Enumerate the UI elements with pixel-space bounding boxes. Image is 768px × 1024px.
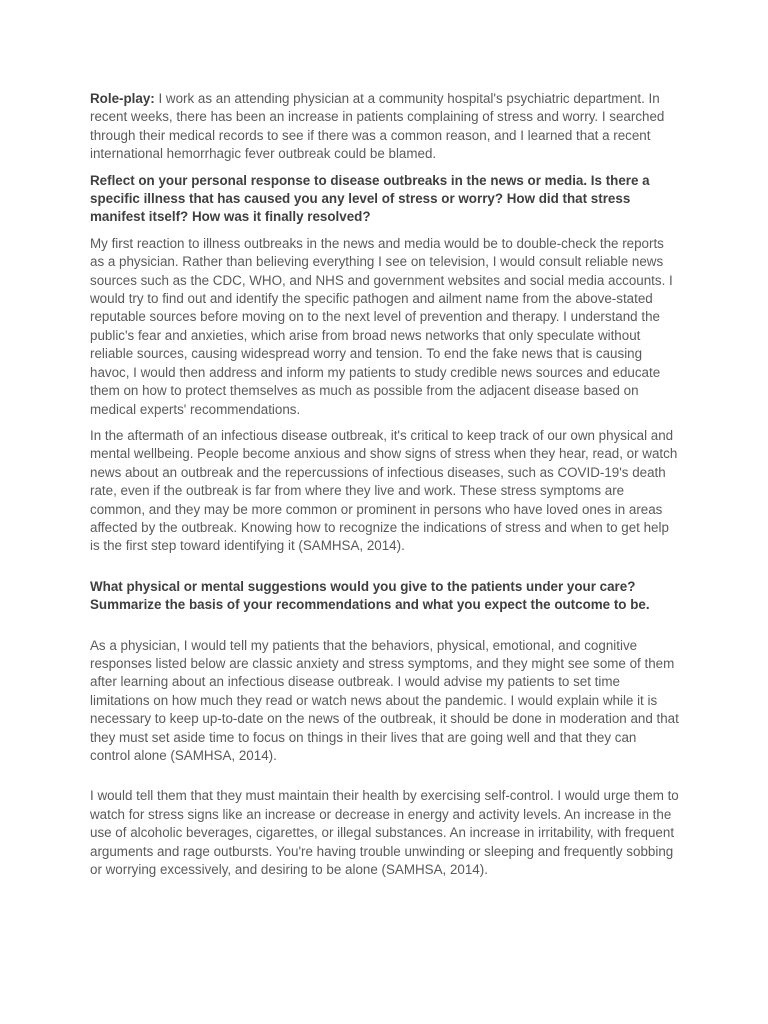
answer-2-paragraph-2: I would tell them that they must maintain their health by exercising self-control. I would urge them to watch for stress signs like an increase or decrease in energy and activity levels. An increase in the use of alcoholic beverages, cigarettes, or illegal substances. An increase in irritability, with frequent arguments and rage outbursts. You're having trouble unwinding or sleeping and frequently sobbing or worrying excessively, and desiring to be alone (SAMHSA, 2014). — [90, 788, 679, 878]
question-1: Reflect on your personal response to disease outbreaks in the news or media. Is there a specific illness that has caused you any level of stress or worry? How did that stress manifest itself? How was it finally resolved? — [90, 172, 650, 225]
document-page — [90, 90, 680, 887]
question-2: What physical or mental suggestions would you give to the patients under your care? Summarize the basis of your recommendations and what you expect the outcome to be. — [90, 578, 650, 613]
intro-paragraph — [90, 90, 680, 164]
answer-1-paragraph-2: In the aftermath of an infectious disease outbreak, it's critical to keep track of our own physical and mental wellbeing. People become anxious and show signs of stress when they hear, read, or watch news about an outbreak and the repercussions of infectious diseases, such as COVID-19's death rate, even if the outbreak is far from where they live and work. These stress symptoms are common, and they may be more common or prominent in persons who have loved ones in areas affected by the outbreak. Knowing how to recognize the indications of stress and when to get help is the first step toward identifying it (SAMHSA, 2014). — [90, 427, 678, 554]
answer-2-paragraph-1: As a physician, I would tell my patients that the behaviors, physical, emotional, and cognitive responses listed below are classic anxiety and stress symptoms, and they might see some of them after learning about an infectious disease outbreak. I would advise my patients to set time limitations on how much they read or watch news about the pandemic. I would explain while it is necessary to keep up-to-date on the news of the outbreak, it should be done in moderation and that they must set aside time to focus on things in their lives that are going well and that they can control alone (SAMHSA, 2014). — [90, 637, 679, 763]
intro-text: I work as an attending physician at a community hospital's psychiatric department. In recent weeks, there has been an increase in patients complaining of stress and worry. I searched through their medical records to see if there was a common reason, and I learned that a recent international hemorrhagic fever outbreak could be blamed. — [90, 91, 665, 162]
role-play-label: Role-play: — [90, 91, 155, 106]
answer-1-paragraph-1: My first reaction to illness outbreaks in the news and media would be to double-check the reports as a physician. Rather than believing everything I see on television, I would consult reliable news sources such as the CDC, WHO, and NHS and government websites and social media accounts. I would try to find out and identify the specific pathogen and ailment name from the above-stated reputable sources before moving on to the next level of prevention and therapy. I understand the public's fear and anxieties, which arise from broad news networks that only speculate without reliable sources, causing widespread worry and tension. To end the fake news that is causing havoc, I would then address and inform my patients to study credible news sources and educate them on how to protect themselves as much as possible from the adjacent disease based on medical experts' recommendations. — [90, 235, 673, 417]
